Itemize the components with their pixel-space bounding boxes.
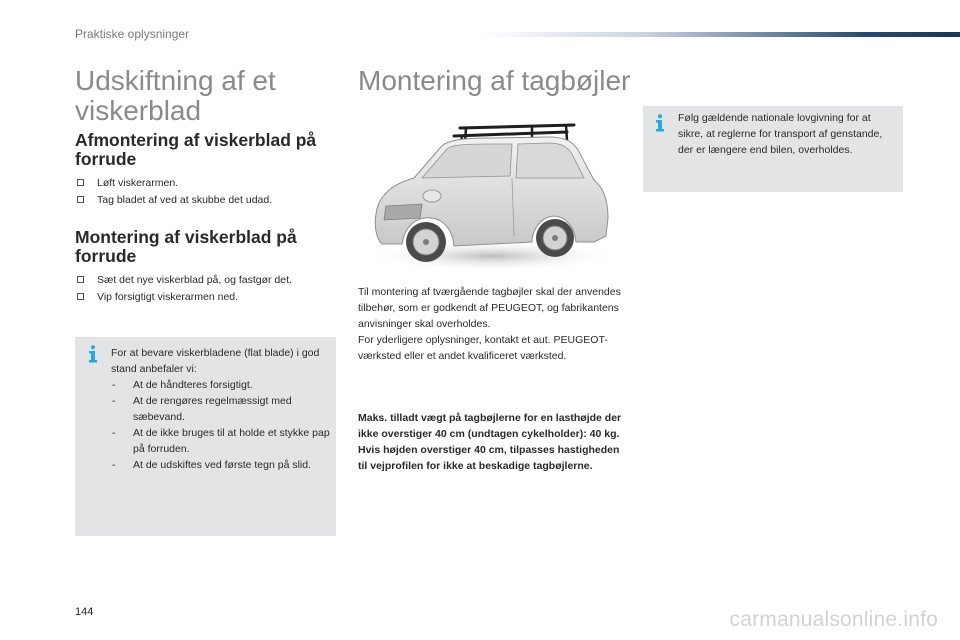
info-list (111, 377, 331, 473)
list-item: - At de håndteres forsigtigt. (112, 379, 253, 391)
info-icon (87, 345, 99, 363)
list-item: Tag bladet af ved at skubbe det udad. (75, 192, 337, 209)
list-item: Vip forsigtigt viskerarmen ned. (75, 289, 337, 306)
body-paragraph: Til montering af tværgående tagbøjler skal der anvendes tilbehør, som er godkendt af PEUGEOT, og fabrikantens anvisninger skal overholdes. (358, 286, 621, 330)
checkbox-bullet-icon (77, 293, 84, 300)
removal-title: Afmontering af viskerblad på forrude (75, 130, 317, 169)
install-title: Montering af viskerblad på forrude (75, 227, 297, 266)
car-roof-bars-illustration (362, 118, 620, 278)
checkbox-bullet-icon (77, 276, 84, 283)
right-page-title: Montering af tagbøjler (358, 65, 631, 96)
checkbox-bullet-icon (77, 179, 84, 186)
section-header: Praktiske oplysninger (75, 27, 190, 41)
body-paragraph: For yderligere oplysninger, kontakt et aut. PEUGEOT-værksted eller et andet kvalificeret værksted. (358, 334, 608, 362)
header-bar (480, 32, 960, 37)
watermark: carmanualsonline.info (729, 608, 938, 631)
list-item: Løft viskerarmen. (75, 175, 337, 192)
roof-bars-warning (358, 410, 624, 474)
list-item: - At de ikke bruges til at holde et stykke pap på forruden. (112, 427, 330, 455)
checkbox-bullet-icon (77, 196, 84, 203)
list-item: - At de rengøres regelmæssigt med sæbevand. (112, 395, 292, 423)
car-illustration-svg (362, 118, 620, 278)
warning-paragraph: Hvis højden overstiger 40 cm, tilpasses hastigheden til vejprofilen for ikke at beskadige tagbøjlerne. (358, 444, 620, 472)
roof-bars-body (358, 284, 624, 364)
info-icon (654, 114, 666, 132)
list-item: - At de udskiftes ved første tegn på slid. (112, 459, 312, 471)
page-number: 144 (75, 606, 94, 618)
left-page-title: Udskiftning af et viskerblad (75, 65, 276, 126)
wiper-info-box (75, 337, 336, 536)
list-item: Sæt det nye viskerblad på, og fastgør det. (75, 272, 337, 289)
info-intro: For at bevare viskerbladene (flat blade) i god stand anbefaler vi: (111, 347, 320, 375)
warning-paragraph: Maks. tilladt vægt på tagbøjlerne for en lasthøjde der ikke overstiger 40 cm (undtagen cykelholder): 40 kg. (358, 412, 622, 440)
install-steps (75, 272, 337, 306)
legislation-info-box (643, 106, 903, 192)
removal-steps (75, 175, 337, 209)
legislation-info-text: Følg gældende nationale lovgivning for at sikre, at reglerne for transport af genstande, der er længere end bilen, overholdes. (678, 112, 883, 156)
